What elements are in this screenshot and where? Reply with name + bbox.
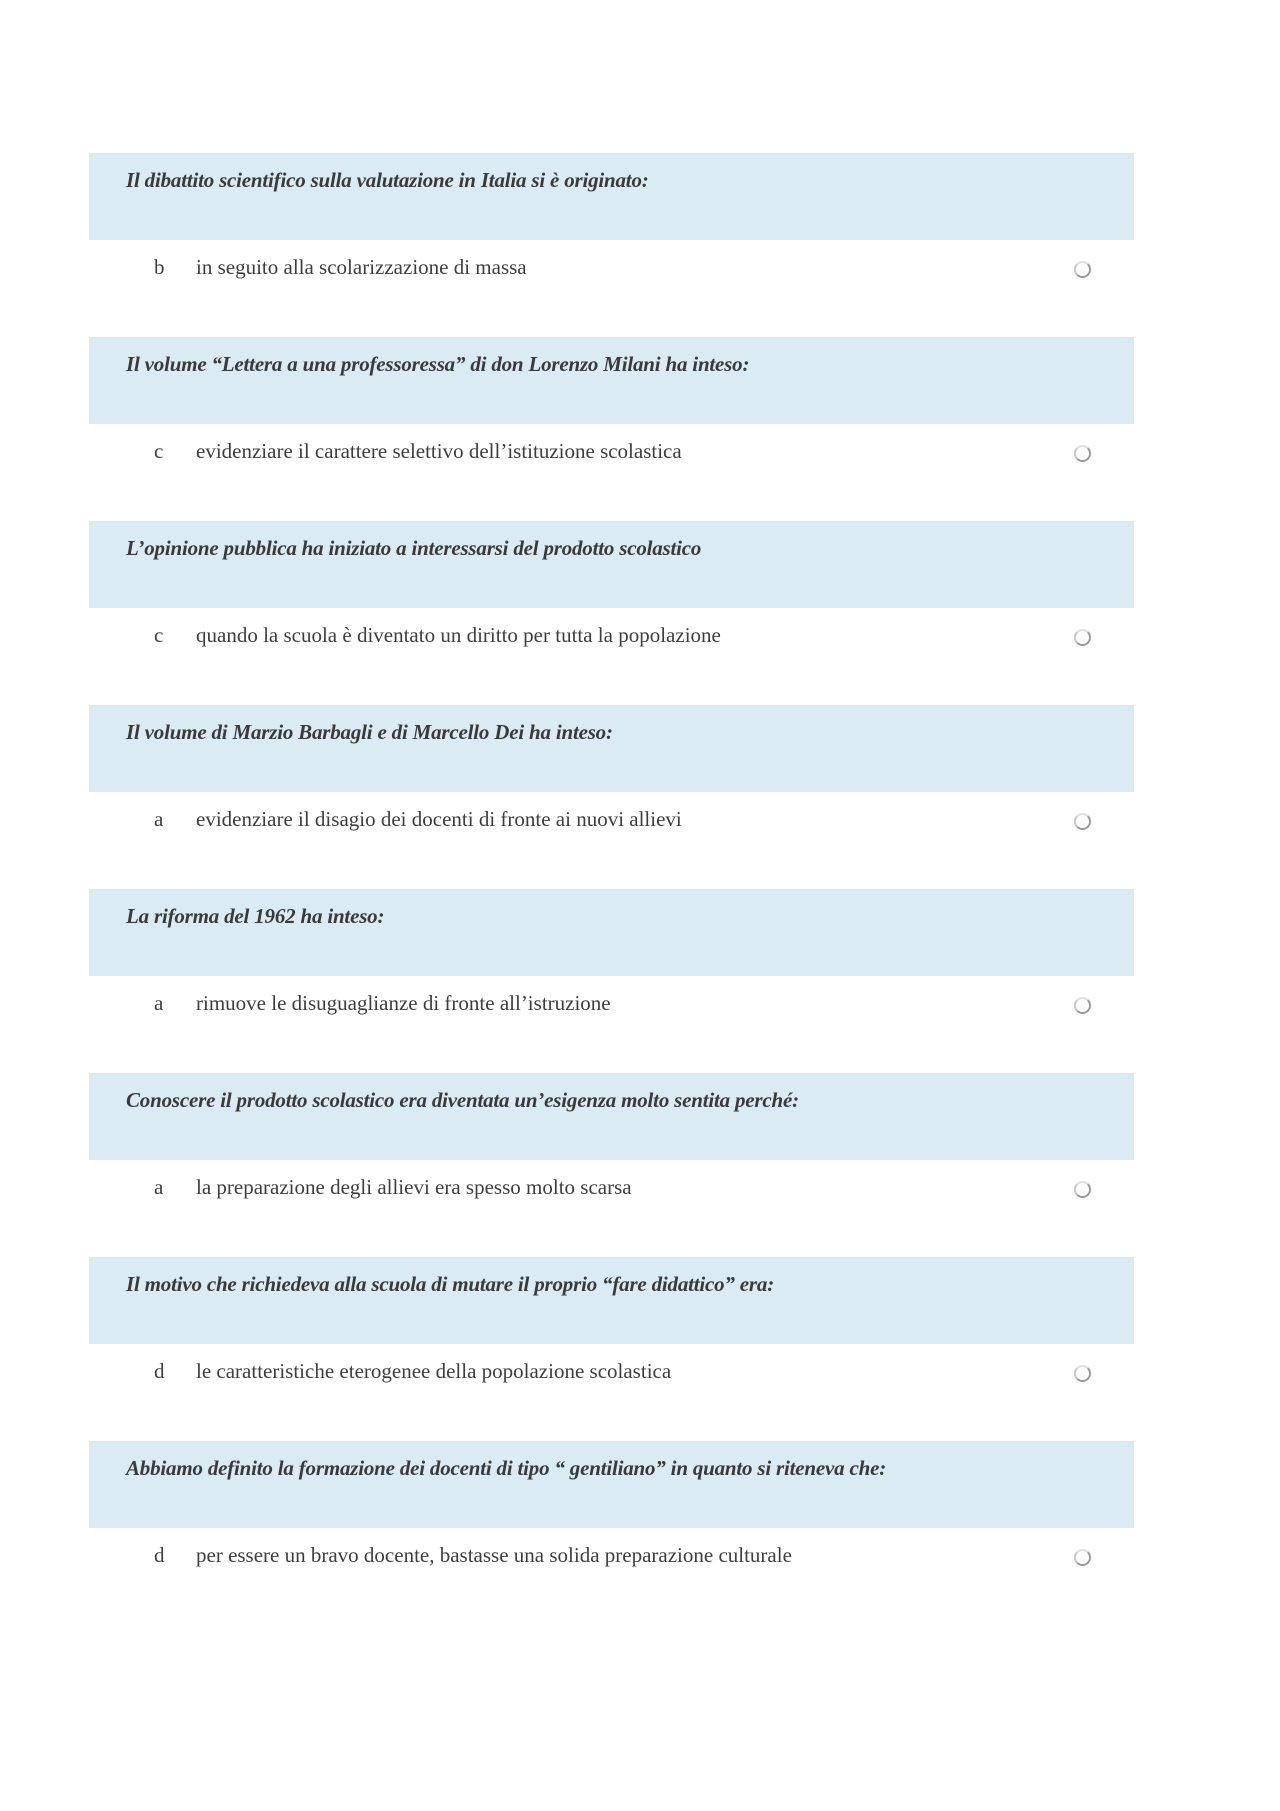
question-block <box>89 1441 1134 1625</box>
answer-option <box>89 1344 1134 1404</box>
answer-text: per essere un bravo docente, bastasse una solida preparazione culturale <box>196 1543 792 1567</box>
radio-button[interactable] <box>1074 629 1091 646</box>
radio-button[interactable] <box>1074 445 1091 462</box>
answer-letter: d <box>154 1543 165 1567</box>
answer-letter: a <box>154 807 164 831</box>
question-block <box>89 705 1134 889</box>
quiz-list <box>89 153 1134 1625</box>
answer-letter: a <box>154 1175 164 1199</box>
answer-option <box>89 424 1134 484</box>
radio-button[interactable] <box>1074 997 1091 1014</box>
question-block <box>89 1073 1134 1257</box>
answer-letter: b <box>154 255 165 279</box>
question-text: Il dibattito scientifico sulla valutazione in Italia si è originato: <box>89 153 1134 240</box>
question-text: Conoscere il prodotto scolastico era diventata un’esigenza molto sentita perché: <box>89 1073 1134 1160</box>
answer-option <box>89 976 1134 1036</box>
answer-text: evidenziare il carattere selettivo dell’istituzione scolastica <box>196 439 682 463</box>
answer-text: in seguito alla scolarizzazione di massa <box>196 255 527 279</box>
question-text: Il volume di Marzio Barbagli e di Marcello Dei ha inteso: <box>89 705 1134 792</box>
answer-text: evidenziare il disagio dei docenti di fronte ai nuovi allievi <box>196 807 682 831</box>
question-text: Il volume “Lettera a una professoressa” di don Lorenzo Milani ha inteso: <box>89 337 1134 424</box>
answer-letter: c <box>154 623 164 647</box>
answer-letter: a <box>154 991 164 1015</box>
answer-text: rimuove le disuguaglianze di fronte all’istruzione <box>196 991 611 1015</box>
question-text: La riforma del 1962 ha inteso: <box>89 889 1134 976</box>
question-block <box>89 521 1134 705</box>
question-text: L’opinione pubblica ha iniziato a interessarsi del prodotto scolastico <box>89 521 1134 608</box>
answer-letter: d <box>154 1359 165 1383</box>
question-text: Il motivo che richiedeva alla scuola di mutare il proprio “fare didattico” era: <box>89 1257 1134 1344</box>
question-text: Abbiamo definito la formazione dei docenti di tipo “ gentiliano” in quanto si riteneva che: <box>89 1441 1134 1528</box>
radio-button[interactable] <box>1074 813 1091 830</box>
question-block <box>89 153 1134 337</box>
answer-text: la preparazione degli allievi era spesso molto scarsa <box>196 1175 632 1199</box>
answer-option <box>89 1160 1134 1220</box>
radio-button[interactable] <box>1074 1549 1091 1566</box>
question-block <box>89 1257 1134 1441</box>
radio-button[interactable] <box>1074 1365 1091 1382</box>
radio-button[interactable] <box>1074 1181 1091 1198</box>
answer-option <box>89 1528 1134 1588</box>
answer-text: quando la scuola è diventato un diritto per tutta la popolazione <box>196 623 721 647</box>
radio-button[interactable] <box>1074 261 1091 278</box>
question-block <box>89 337 1134 521</box>
question-block <box>89 889 1134 1073</box>
answer-option <box>89 240 1134 300</box>
answer-letter: c <box>154 439 164 463</box>
answer-option <box>89 608 1134 668</box>
answer-option <box>89 792 1134 852</box>
answer-text: le caratteristiche eterogenee della popolazione scolastica <box>196 1359 672 1383</box>
